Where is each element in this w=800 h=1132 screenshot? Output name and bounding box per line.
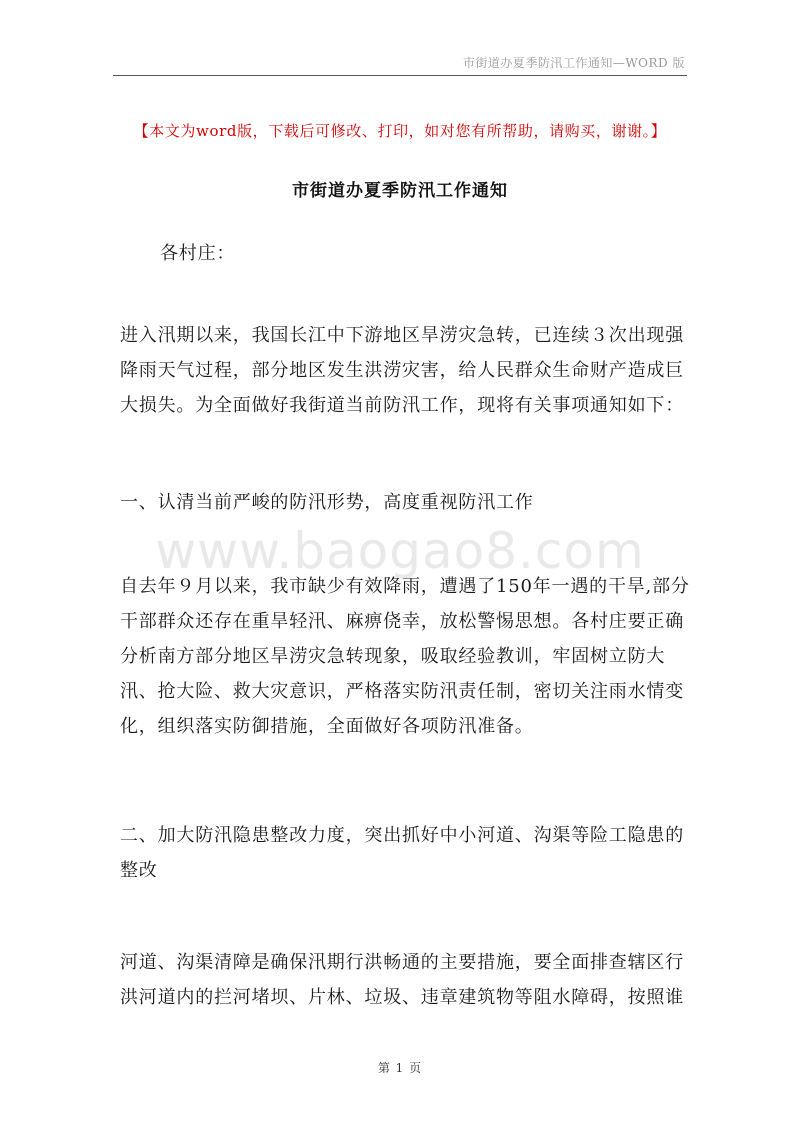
header-divider [113, 75, 687, 76]
salutation [160, 236, 730, 271]
document-title: 市街道办夏季防汛工作通知 [292, 181, 508, 201]
paragraph-text: 进入汛期以来，我国长江中下游地区旱涝灾急转，已连续３次出现强降雨天气过程，部分地区发生洪涝灾害，给人民群众生命财产造成巨大损失。为全面做好我街道当前防汛工作，现将有关事项通知如下： [120, 325, 684, 416]
running-header: 市街道办夏季防汛工作通知—WORD 版 [462, 56, 685, 70]
section-heading-2 [120, 818, 690, 888]
salutation-text: 各村庄： [160, 243, 236, 264]
paragraph-section-2 [120, 945, 690, 1015]
paragraph-intro [120, 318, 690, 423]
paragraph-text: 自去年９月以来，我市缺少有效降雨，遭遇了150年一遇的干旱,部分干部群众还存在重旱轻汛、麻痹侥幸，放松警惕思想。各村庄要正确分析南方部分地区旱涝灾急转现象，吸取经验教训，牢固树立防大汛、抢大险、救大灾意识，严格落实防汛责任制，密切关注雨水情变化，组织落实防御措施，全面做好各项防汛准备。 [120, 576, 690, 737]
section-heading-text: 二、加大防汛隐患整改力度，突出抓好中小河道、沟渠等险工隐患的整改 [120, 825, 684, 881]
purchase-notice: 【本文为word版，下载后可修改、打印，如对您有所帮助，请购买，谢谢。】 [133, 122, 667, 140]
section-heading-1 [120, 485, 690, 520]
paragraph-text: 河道、沟渠清障是确保汛期行洪畅通的主要措施，要全面排查辖区行洪河道内的拦河堵坝、片林、垃圾、违章建筑物等阻水障碍，按照谁 [120, 952, 684, 1008]
paragraph-section-1 [120, 569, 690, 744]
page-number: 第 1 页 [377, 1061, 423, 1075]
watermark: www.baogao8.com [155, 522, 645, 580]
section-heading-text: 一、认清当前严峻的防汛形势，高度重视防汛工作 [120, 492, 534, 513]
